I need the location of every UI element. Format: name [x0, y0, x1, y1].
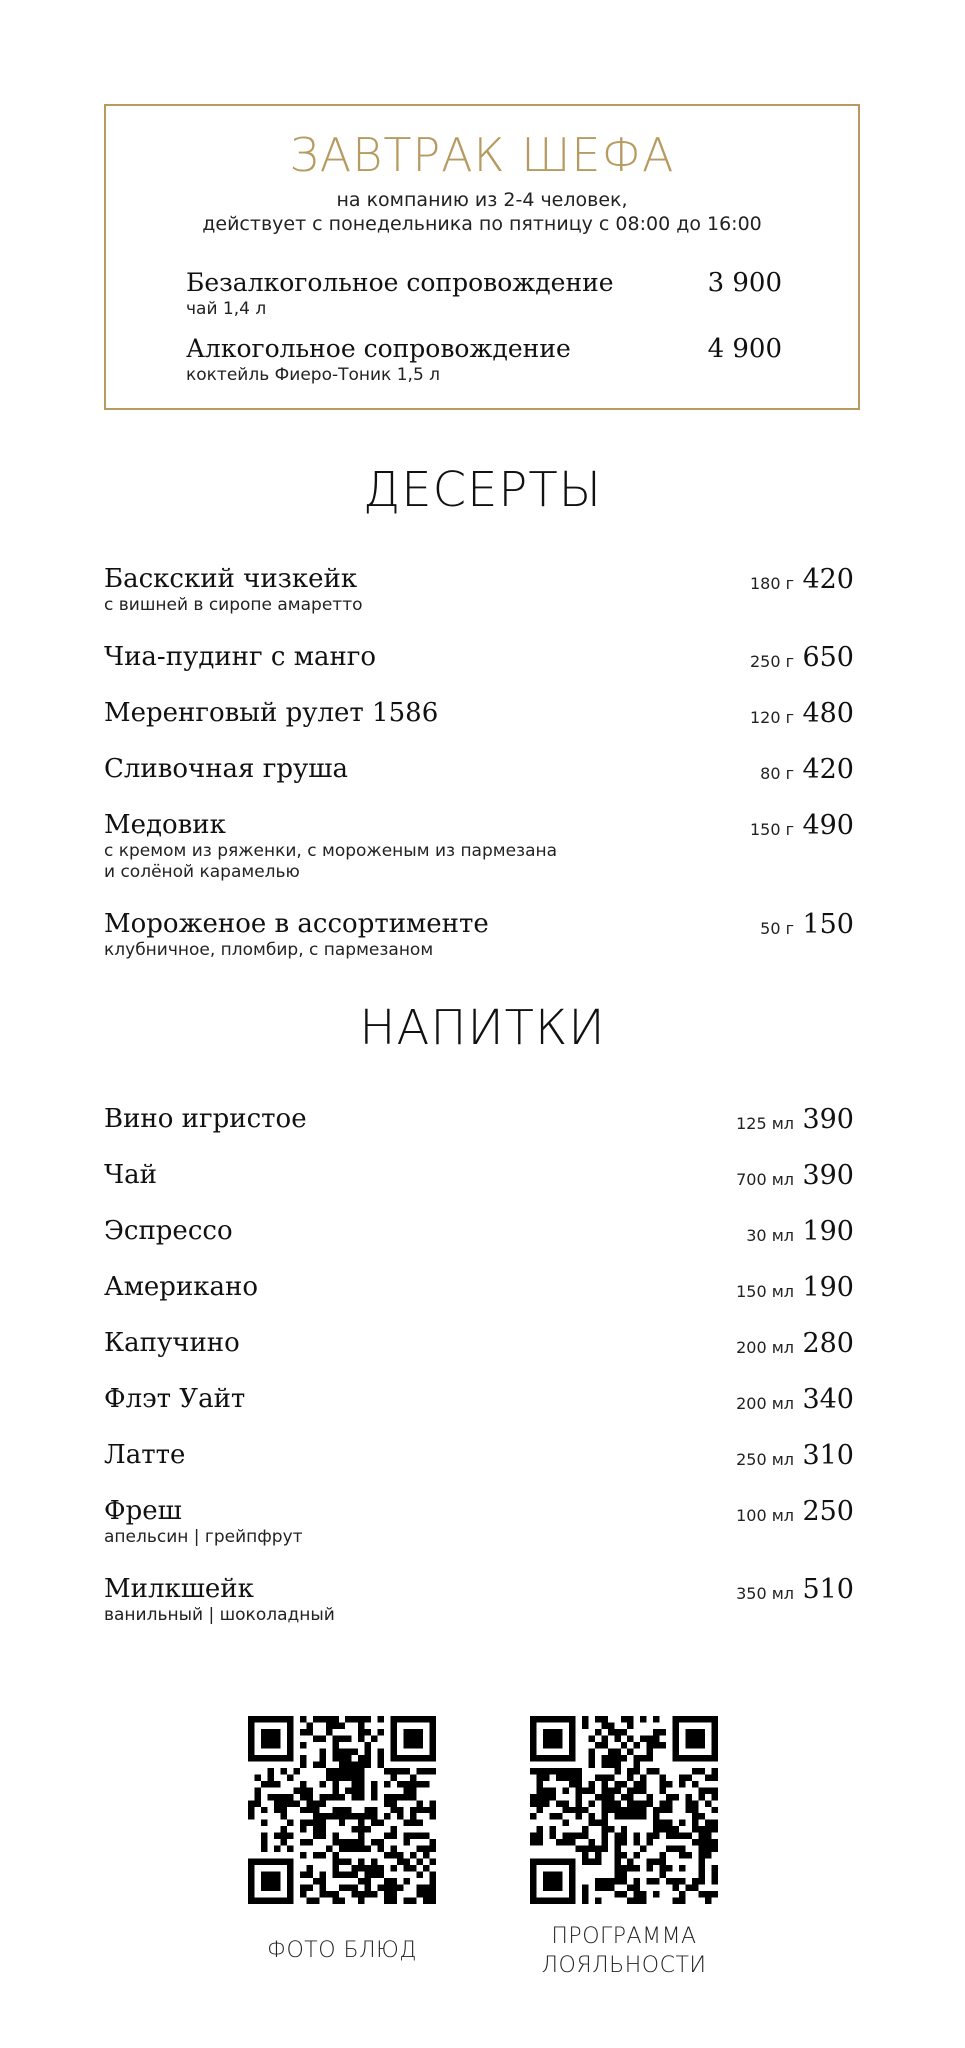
item-volume: 30 мл — [746, 1226, 794, 1245]
item-name: Медовик — [104, 810, 226, 840]
item-price: 480 — [802, 698, 854, 729]
menu-item-cappuccino — [104, 1328, 854, 1358]
item-price: 150 — [802, 909, 854, 940]
menu-item-meringue-roll — [104, 698, 854, 728]
menu-item-basque-cheesecake — [104, 564, 854, 616]
chef-item-name: Алкогольное сопровождение — [186, 334, 571, 363]
chef-item-alcoholic — [186, 334, 782, 385]
qr-code-dish-photos[interactable] — [248, 1716, 436, 1904]
item-name: Баскский чизкейк — [104, 564, 358, 594]
item-price: 190 — [802, 1216, 854, 1247]
chef-item-price: 3 900 — [707, 268, 782, 298]
qr-code-loyalty[interactable] — [530, 1716, 718, 1904]
item-volume: 100 мл — [736, 1506, 794, 1525]
item-name: Милкшейк — [104, 1574, 254, 1604]
item-name: Эспрессо — [104, 1216, 233, 1246]
item-name: Сливочная груша — [104, 754, 348, 784]
item-weight: 50 г — [760, 919, 794, 938]
chef-breakfast-title: ЗАВТРАК ШЕФА — [289, 128, 675, 182]
chef-item-price: 4 900 — [707, 334, 782, 364]
chef-breakfast-box — [104, 104, 860, 410]
item-weight: 150 г — [749, 820, 794, 839]
item-name: Меренговый рулет 1586 — [104, 698, 439, 728]
item-name: Флэт Уайт — [104, 1384, 246, 1414]
menu-item-tea — [104, 1160, 854, 1190]
item-weight: 180 г — [749, 574, 794, 593]
item-name: Капучино — [104, 1328, 240, 1358]
qr-code-icon — [530, 1716, 718, 1904]
item-weight: 250 г — [749, 652, 794, 671]
item-desc: ванильный | шоколадный — [104, 1605, 335, 1625]
menu-item-medovik — [104, 810, 854, 883]
item-name: Фреш — [104, 1496, 182, 1526]
menu-item-chia-pudding — [104, 642, 854, 672]
item-price: 490 — [802, 810, 854, 841]
item-price: 310 — [802, 1440, 854, 1471]
menu-item-americano — [104, 1272, 854, 1302]
qr-label-dish-photos — [222, 1936, 462, 1965]
item-desc: клубничное, пломбир, с пармезаном — [104, 940, 434, 960]
qr-label-loyalty — [504, 1922, 744, 1980]
menu-item-sparkling-wine — [104, 1104, 854, 1134]
item-volume: 200 мл — [736, 1394, 794, 1413]
chef-item-nonalcoholic — [186, 268, 782, 319]
item-name: Вино игристое — [104, 1104, 307, 1134]
item-price: 250 — [802, 1496, 854, 1527]
item-desc: апельсин | грейпфрут — [104, 1527, 303, 1547]
item-price: 650 — [802, 642, 854, 673]
item-name: Мороженое в ассортименте — [104, 909, 489, 939]
menu-item-ice-cream — [104, 909, 854, 961]
item-name: Латте — [104, 1440, 186, 1470]
item-volume: 250 мл — [736, 1450, 794, 1469]
chef-item-desc: коктейль Фиеро-Тоник 1,5 л — [186, 365, 441, 385]
item-volume: 200 мл — [736, 1338, 794, 1357]
menu-item-fresh — [104, 1496, 854, 1548]
item-name: Чай — [104, 1160, 157, 1190]
item-name: Американо — [104, 1272, 259, 1302]
menu-item-milkshake — [104, 1574, 854, 1626]
item-volume: 350 мл — [736, 1584, 794, 1603]
item-price: 280 — [802, 1328, 854, 1359]
item-price: 190 — [802, 1272, 854, 1303]
menu-item-espresso — [104, 1216, 854, 1246]
item-volume: 125 мл — [736, 1114, 794, 1133]
item-name: Чиа-пудинг с манго — [104, 642, 377, 672]
qr-label-line1: ПРОГРАММА — [551, 1924, 697, 1949]
item-price: 340 — [802, 1384, 854, 1415]
item-price: 390 — [802, 1104, 854, 1135]
chef-item-desc: чай 1,4 л — [186, 299, 267, 319]
qr-label-line1: ФОТО БЛЮД — [267, 1938, 417, 1963]
menu-item-latte — [104, 1440, 854, 1470]
item-weight: 80 г — [760, 764, 794, 783]
item-price: 420 — [802, 754, 854, 785]
item-price: 390 — [802, 1160, 854, 1191]
chef-breakfast-subtitle-line1: на компанию из 2-4 человек, — [336, 189, 628, 211]
qr-code-icon — [248, 1716, 436, 1904]
chef-item-name: Безалкогольное сопровождение — [186, 268, 614, 297]
desserts-title: ДЕСЕРТЫ — [362, 462, 603, 518]
item-volume: 150 мл — [736, 1282, 794, 1301]
chef-breakfast-subtitle-line2: действует с понедельника по пятницу с 08:00 до 16:00 — [202, 213, 762, 235]
item-weight: 120 г — [749, 708, 794, 727]
item-desc-line2: и солёной карамелью — [104, 862, 300, 882]
menu-item-creamy-pear — [104, 754, 854, 784]
item-price: 510 — [802, 1574, 854, 1605]
qr-label-line2: ЛОЯЛЬНОСТИ — [541, 1953, 707, 1978]
item-desc: с вишней в сиропе амаретто — [104, 595, 363, 615]
menu-item-flat-white — [104, 1384, 854, 1414]
item-volume: 700 мл — [736, 1170, 794, 1189]
drinks-title: НАПИТКИ — [359, 1000, 606, 1056]
item-price: 420 — [802, 564, 854, 595]
item-desc-line1: с кремом из ряженки, с мороженым из пармезана — [104, 841, 558, 861]
